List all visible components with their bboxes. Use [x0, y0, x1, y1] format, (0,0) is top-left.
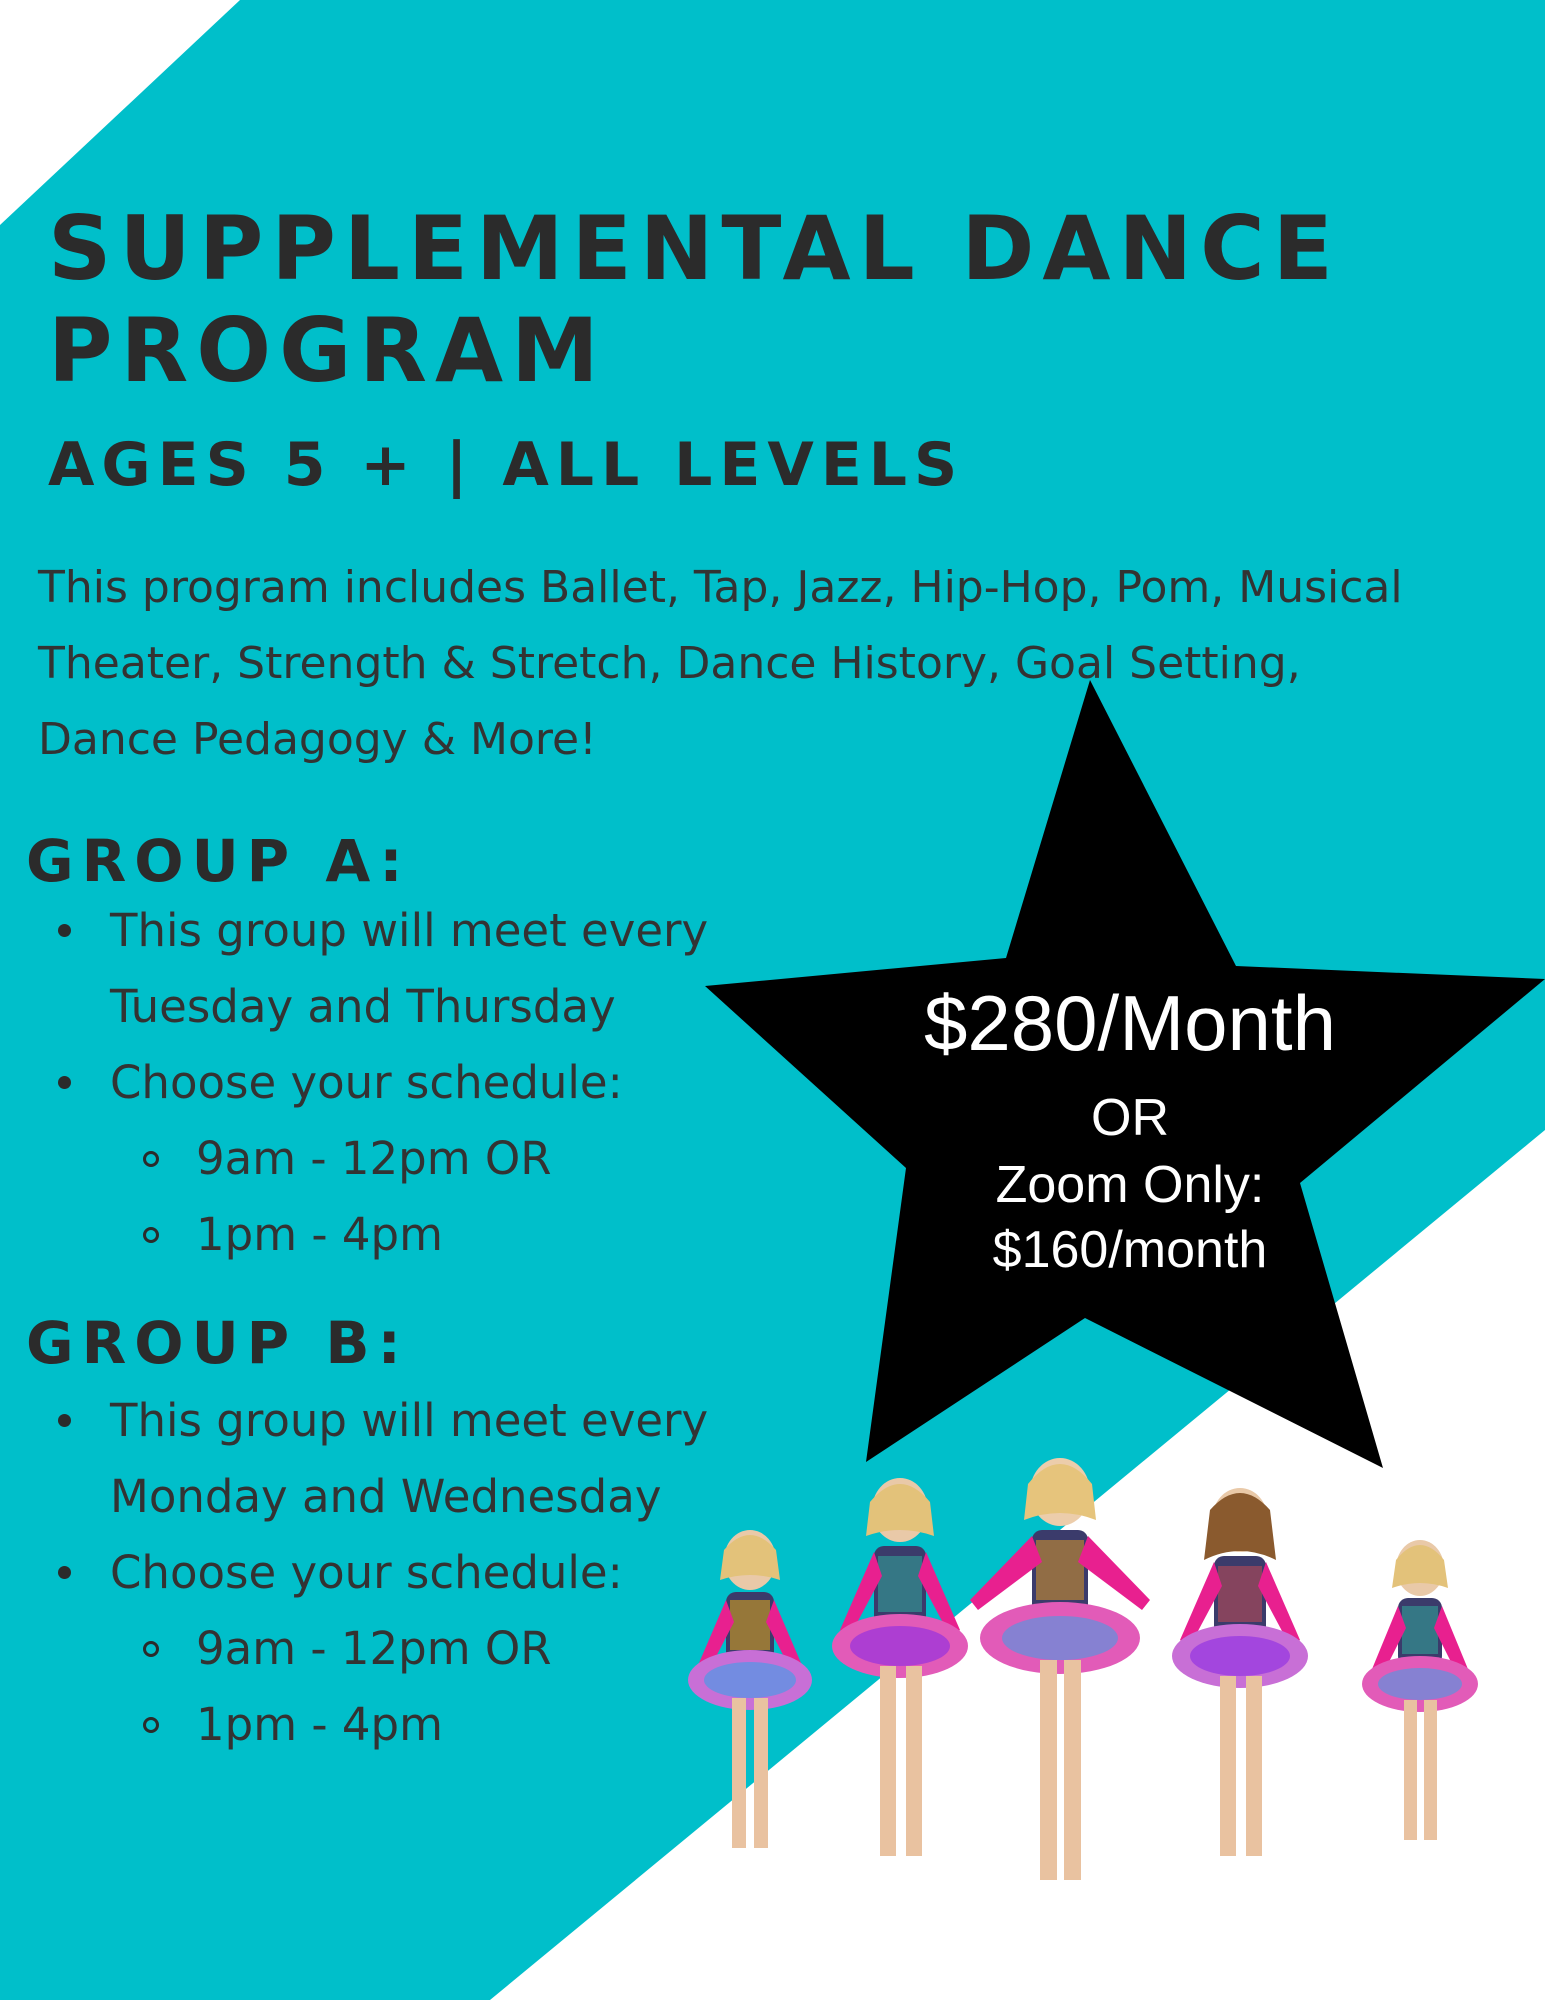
group-b-option-morning: 9am - 12pm OR [0, 1611, 760, 1687]
group-a-option-afternoon: 1pm - 4pm [0, 1197, 760, 1273]
group-b-choose-label: Choose your schedule: [110, 1546, 623, 1599]
group-a-schedule-options [110, 1121, 760, 1273]
price-zoom-label: Zoom Only: [995, 1156, 1265, 1214]
dancer-5 [1362, 1540, 1478, 1840]
dancer-1 [688, 1530, 812, 1848]
group-b-option-afternoon: 1pm - 4pm [0, 1687, 760, 1763]
price-zoom: $160/month [992, 1221, 1268, 1279]
price-monthly: $280/Month [924, 979, 1336, 1067]
group-a-choose-item [0, 1045, 760, 1273]
program-description: This program includes Ballet, Tap, Jazz, Hip-Hop, Pom, Musical Theater, Strength & Stretch, Dance History, Goal Setting, Dance Pedagogy & More! [38, 562, 1403, 765]
group-b-heading: GROUP B: [26, 1309, 409, 1377]
group-a-option-morning: 9am - 12pm OR [0, 1121, 760, 1197]
group-a-choose-label: Choose your schedule: [110, 1056, 623, 1109]
page-subtitle: AGES 5 + | ALL LEVELS [48, 430, 965, 500]
dancers-photo [660, 1440, 1540, 2000]
page-title: SUPPLEMENTAL DANCE PROGRAM [48, 197, 1341, 402]
group-a-heading: GROUP A: [26, 827, 411, 895]
dancer-3 [970, 1458, 1150, 1880]
group-b-choose-item [0, 1535, 760, 1763]
group-b-meet-item: This group will meet every Monday and Wednesday [0, 1383, 760, 1535]
dancer-2 [832, 1478, 968, 1856]
group-b-list [0, 1383, 760, 1763]
group-a-list [0, 893, 760, 1273]
dancer-4 [1172, 1488, 1308, 1856]
group-a-meet-item: This group will meet every Tuesday and Thursday [0, 893, 760, 1045]
price-or: OR [1091, 1089, 1169, 1147]
